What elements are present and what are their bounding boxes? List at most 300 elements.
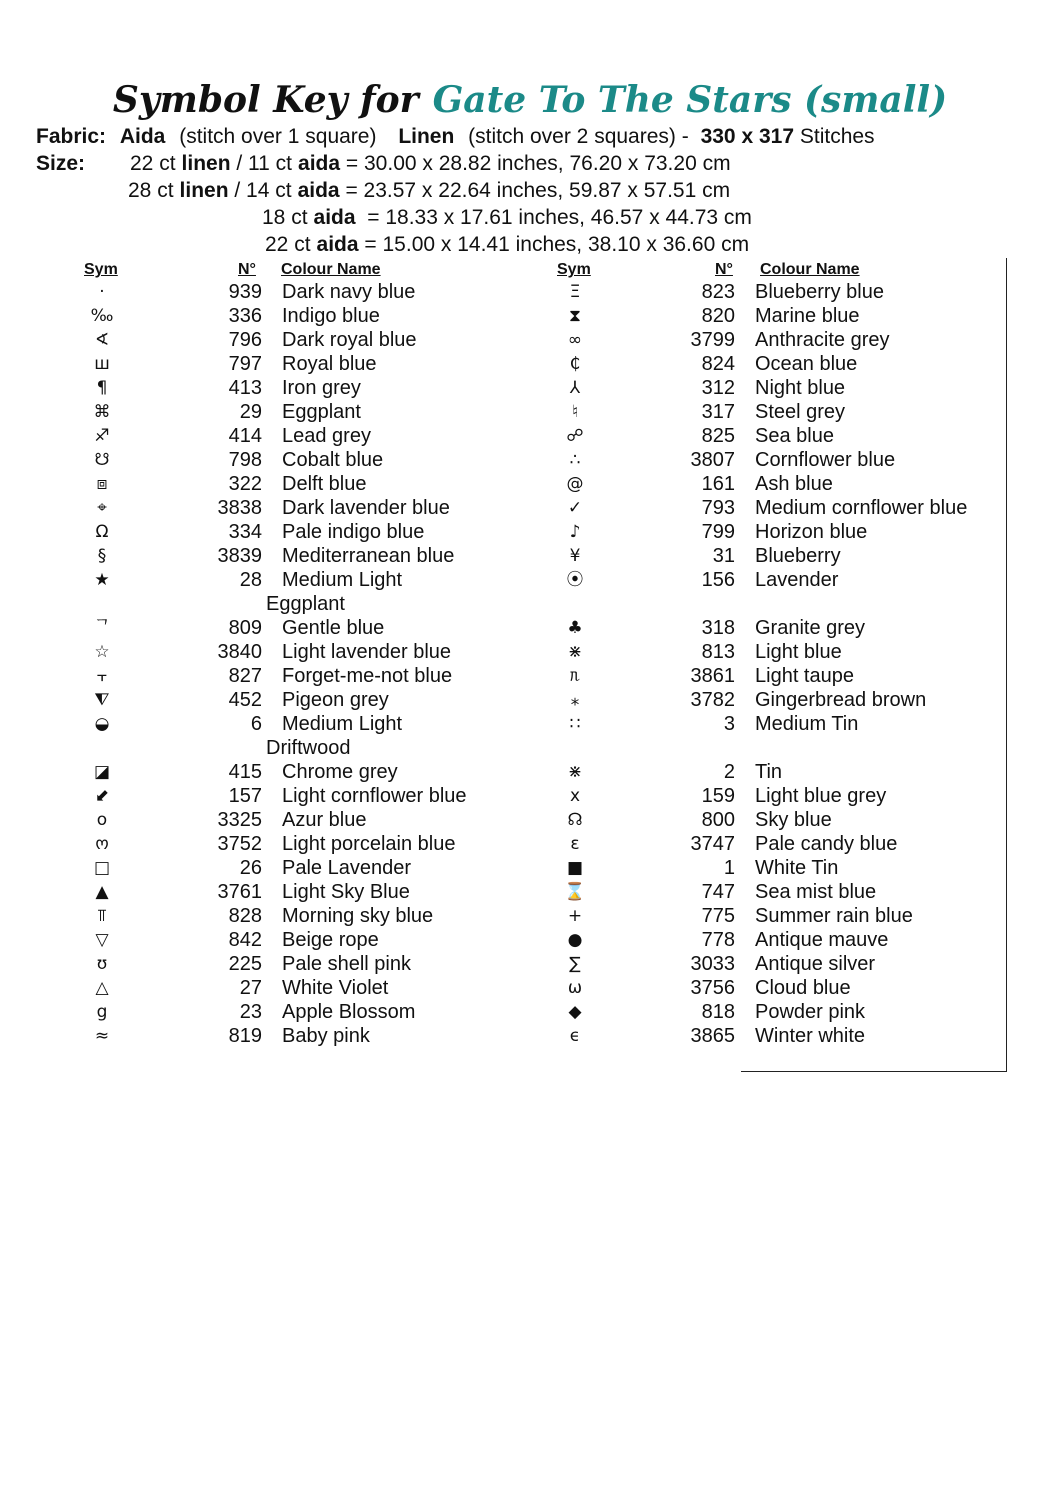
- left-header-name: Colour Name: [281, 261, 381, 278]
- colour-name-text: Medium cornflower blue: [755, 497, 968, 519]
- table-row: [82, 400, 502, 424]
- table-row: [555, 424, 995, 448]
- table-row: [555, 688, 995, 712]
- fabric-aida: Aida: [119, 125, 166, 148]
- left-color-table: [82, 280, 502, 1048]
- size-fabric: aida: [313, 206, 356, 229]
- colour-name: [755, 808, 832, 832]
- colour-name: [755, 688, 926, 712]
- thread-number: 798: [228, 449, 262, 471]
- table-row: [82, 904, 502, 928]
- size-ct: 22 ct: [265, 233, 311, 256]
- pattern-name: Gate To The Stars (small): [432, 79, 948, 121]
- colour-name-text: Lead grey: [282, 425, 371, 447]
- thread-number: 1: [723, 857, 735, 879]
- colour-name-text: Light lavender blue: [282, 641, 452, 663]
- colour-name: [282, 904, 433, 928]
- right-header-name: Colour Name: [760, 261, 860, 278]
- table-row: [555, 352, 995, 376]
- table-row: [555, 448, 995, 472]
- table-row: [555, 376, 995, 400]
- colour-name-text: Gingerbread brown: [755, 689, 927, 711]
- size-line: [265, 232, 749, 258]
- colour-name: [755, 496, 967, 520]
- symbol-glyph: ♣: [567, 618, 583, 638]
- thread-number: 28: [239, 569, 262, 591]
- table-row: [82, 520, 502, 544]
- colour-name: [755, 280, 884, 304]
- colour-name: [282, 880, 410, 904]
- table-row: [82, 448, 502, 472]
- symbol-glyph: ●: [567, 930, 583, 950]
- thread-number: 334: [228, 521, 262, 543]
- table-row: [555, 304, 995, 328]
- symbol-glyph: ☋: [94, 450, 110, 470]
- colour-name: [755, 952, 875, 976]
- thread-number: 156: [701, 569, 735, 591]
- table-row: [82, 880, 502, 904]
- table-row: [82, 280, 502, 304]
- size-line: [130, 151, 731, 177]
- table-row: [555, 928, 995, 952]
- colour-name-text: Lavender: [755, 569, 839, 591]
- colour-name-text: Powder pink: [755, 1001, 866, 1023]
- thread-number: 796: [228, 329, 262, 351]
- table-row: [555, 880, 995, 904]
- size-ct: 22 ct: [130, 152, 176, 175]
- size-dimensions: = 23.57 x 22.64 inches, 59.87 x 57.51 cm: [339, 179, 731, 202]
- thread-number: 322: [228, 473, 262, 495]
- thread-number: 824: [701, 353, 735, 375]
- thread-number: 3807: [690, 449, 735, 471]
- colour-name: [282, 856, 411, 880]
- size-ct: 18 ct: [262, 206, 308, 229]
- colour-name: [266, 568, 452, 616]
- table-row: [82, 328, 502, 352]
- colour-name-text: Morning sky blue: [282, 905, 434, 927]
- size-line: [128, 178, 730, 204]
- symbol-glyph: ≈: [94, 1026, 110, 1046]
- symbol-glyph: ☆: [94, 642, 110, 662]
- colour-name: [755, 352, 857, 376]
- size-ct-2: / 11 ct: [230, 152, 293, 175]
- symbol-glyph: ▽: [95, 930, 109, 950]
- fabric-label: Fabric:: [36, 125, 107, 148]
- size-label: Size:: [36, 152, 86, 175]
- table-row: [555, 760, 995, 784]
- thread-number: 3865: [690, 1025, 735, 1047]
- thread-number: 3747: [690, 833, 735, 855]
- table-row: [82, 664, 502, 688]
- thread-number: 31: [712, 545, 735, 567]
- stitch-count: 330 x 317: [700, 125, 795, 148]
- table-row: [555, 664, 995, 688]
- thread-number: 3325: [217, 809, 262, 831]
- symbol-glyph: ·: [99, 282, 105, 302]
- colour-name-text: Pigeon grey: [282, 689, 389, 711]
- thread-number: 318: [701, 617, 735, 639]
- size-fabric: aida: [316, 233, 359, 256]
- thread-number: 414: [228, 425, 262, 447]
- colour-name-text: Dark royal blue: [282, 329, 417, 351]
- symbol-glyph: ∑: [569, 954, 581, 974]
- colour-name-text: Apple Blossom: [282, 1001, 416, 1023]
- colour-name-text: Cornflower blue: [755, 449, 896, 471]
- colour-name: [755, 376, 845, 400]
- symbol-glyph: ε: [570, 834, 580, 854]
- colour-name-text: Cloud blue: [755, 977, 851, 999]
- table-border-bottom: [741, 1071, 1007, 1072]
- thread-number: 6: [250, 713, 262, 735]
- colour-name: [755, 448, 895, 472]
- table-row: [82, 616, 502, 640]
- colour-name-text: Sea mist blue: [755, 881, 877, 903]
- colour-name: [755, 640, 842, 664]
- size-line: [262, 205, 752, 231]
- colour-name-text: Royal blue: [282, 353, 377, 375]
- thread-number: 2: [723, 761, 735, 783]
- colour-name: [755, 856, 838, 880]
- symbol-glyph: ⋇: [567, 762, 583, 782]
- symbol-glyph: ★: [94, 570, 110, 590]
- thread-number: 3799: [690, 329, 735, 351]
- thread-number: 3033: [690, 953, 735, 975]
- symbol-glyph: ⫟: [96, 666, 108, 686]
- colour-name-text: Medium Tin: [755, 713, 859, 735]
- table-row: [555, 280, 995, 304]
- symbol-glyph: g: [96, 1002, 108, 1022]
- colour-name-text: Night blue: [755, 377, 846, 399]
- symbol-glyph: ω: [567, 978, 583, 998]
- thread-number: 26: [239, 857, 262, 879]
- colour-name: [755, 1024, 865, 1048]
- thread-number: 157: [228, 785, 262, 807]
- colour-name-text: Light porcelain blue: [282, 833, 456, 855]
- colour-name-text: Light blue grey: [755, 785, 887, 807]
- colour-name: [282, 472, 367, 496]
- symbol-glyph: ✓: [567, 498, 583, 518]
- colour-name-text: Summer rain blue: [755, 905, 913, 927]
- colour-name: [755, 784, 886, 808]
- size-dimensions: = 18.33 x 17.61 inches, 46.57 x 44.73 cm: [355, 206, 752, 229]
- thread-number: 161: [701, 473, 735, 495]
- colour-name: [282, 664, 452, 688]
- colour-name: [755, 568, 925, 592]
- colour-name: [755, 976, 851, 1000]
- table-row: [555, 976, 995, 1000]
- thread-number: 3761: [217, 881, 262, 903]
- thread-number: 809: [228, 617, 262, 639]
- thread-number: 3: [723, 713, 735, 735]
- colour-name: [282, 640, 451, 664]
- thread-number: 778: [701, 929, 735, 951]
- table-row: [555, 712, 995, 760]
- size-ct-2: / 14 ct: [228, 179, 292, 202]
- thread-number: 823: [701, 281, 735, 303]
- symbol-glyph: ◪: [93, 762, 111, 782]
- symbol-glyph: ⦿: [566, 570, 584, 590]
- thread-number: 818: [701, 1001, 735, 1023]
- symbol-glyph: ⌖: [97, 498, 107, 518]
- symbol-glyph: ϵ: [569, 1026, 581, 1046]
- table-row: [555, 808, 995, 832]
- thread-number: 939: [228, 281, 262, 303]
- thread-number: 827: [228, 665, 262, 687]
- thread-number: 3756: [690, 977, 735, 999]
- colour-name-text: Sea blue: [755, 425, 834, 447]
- symbol-glyph: ⅄: [569, 378, 581, 398]
- size-fabric: linen: [179, 179, 229, 202]
- colour-name-text: Light cornflower blue: [282, 785, 467, 807]
- symbol-glyph: Ξ: [569, 282, 581, 302]
- colour-name-text: Anthracite grey: [755, 329, 890, 351]
- colour-name-text: Chrome grey: [282, 761, 398, 783]
- symbol-glyph: ♪: [569, 522, 581, 542]
- thread-number: 23: [239, 1001, 262, 1023]
- size-fabric: linen: [181, 152, 231, 175]
- table-row: [555, 520, 995, 544]
- colour-name-text: Pale indigo blue: [282, 521, 425, 543]
- colour-name: [755, 832, 897, 856]
- colour-name-text: Antique mauve: [755, 929, 889, 951]
- colour-name: [282, 1024, 370, 1048]
- thread-number: 819: [228, 1025, 262, 1047]
- symbol-glyph: ⁎: [570, 690, 580, 710]
- symbol-glyph: ♮: [571, 402, 579, 422]
- table-row: [82, 544, 502, 568]
- colour-name: [755, 304, 860, 328]
- table-row: [555, 496, 995, 520]
- colour-name-text: Ash blue: [755, 473, 833, 495]
- colour-name: [755, 928, 888, 952]
- symbol-glyph: ¥: [569, 546, 581, 566]
- colour-name-text: Winter white: [755, 1025, 866, 1047]
- thread-number: 27: [239, 977, 262, 999]
- table-row: [555, 784, 995, 808]
- table-row: [555, 832, 995, 856]
- colour-name: [755, 424, 834, 448]
- table-row: [555, 472, 995, 496]
- size-label-line: [36, 151, 85, 177]
- table-row: [82, 760, 502, 784]
- table-row: [555, 640, 995, 664]
- colour-name-text: Steel grey: [755, 401, 846, 423]
- page-title: [0, 78, 1060, 122]
- table-row: [82, 352, 502, 376]
- symbol-glyph: ∞: [567, 330, 583, 350]
- table-row: [82, 424, 502, 448]
- symbol-glyph: o: [96, 810, 108, 830]
- symbol-glyph: ☍: [566, 426, 584, 446]
- colour-name-text: Medium Light: [282, 569, 403, 591]
- symbol-glyph: @: [566, 474, 584, 494]
- stitch-word: Stitches: [799, 125, 875, 148]
- table-row: [82, 856, 502, 880]
- size-dimensions: = 30.00 x 28.82 inches, 76.20 x 73.20 cm: [340, 152, 731, 175]
- colour-name-text: Baby pink: [282, 1025, 370, 1047]
- symbol-glyph: ∢: [94, 330, 110, 350]
- colour-name-text: Azur blue: [282, 809, 367, 831]
- title-prefix: Symbol Key for: [112, 79, 419, 121]
- table-row: [555, 1000, 995, 1024]
- colour-name: [282, 808, 367, 832]
- left-header-num: N°: [238, 261, 256, 278]
- symbol-glyph: ш: [94, 354, 110, 374]
- colour-name-text: Forget-me-not blue: [282, 665, 453, 687]
- colour-name-text: Eggplant: [282, 401, 361, 423]
- thread-number: 413: [228, 377, 262, 399]
- table-row: [82, 472, 502, 496]
- thread-number: 312: [701, 377, 735, 399]
- colour-name: [282, 520, 424, 544]
- thread-number: 825: [701, 425, 735, 447]
- symbol-glyph: ⧨: [94, 690, 110, 710]
- colour-name: [282, 688, 389, 712]
- colour-name-text: Ocean blue: [755, 353, 858, 375]
- thread-number: 29: [239, 401, 262, 423]
- symbol-glyph: ⧈: [96, 474, 108, 494]
- thread-number: 3840: [217, 641, 262, 663]
- colour-name: [755, 712, 925, 736]
- colour-name-text: Blueberry: [755, 545, 841, 567]
- thread-number: 3838: [217, 497, 262, 519]
- thread-number: 317: [701, 401, 735, 423]
- colour-name-text: Dark navy blue: [282, 281, 416, 303]
- colour-name-text: Iron grey: [282, 377, 361, 399]
- thread-number: 775: [701, 905, 735, 927]
- symbol-glyph: ᥰ: [569, 666, 581, 686]
- thread-number: 225: [228, 953, 262, 975]
- table-row: [82, 376, 502, 400]
- symbol-glyph: ♐: [94, 426, 110, 446]
- symbol-glyph: ◆: [568, 1002, 582, 1022]
- table-border-right: [1006, 258, 1007, 1072]
- colour-name: [282, 832, 455, 856]
- symbol-glyph: ⬋: [94, 786, 110, 806]
- symbol-glyph: ☊: [567, 810, 583, 830]
- table-row: [82, 1000, 502, 1024]
- thread-number: 3839: [217, 545, 262, 567]
- table-row: [82, 640, 502, 664]
- colour-name: [755, 760, 782, 784]
- colour-name: [282, 448, 383, 472]
- thread-number: 159: [701, 785, 735, 807]
- symbol-glyph: §: [97, 546, 107, 566]
- size-ct: 28 ct: [128, 179, 174, 202]
- colour-name-text: Dark lavender blue: [282, 497, 450, 519]
- colour-name-cont: Eggplant: [266, 593, 345, 615]
- symbol-glyph: ■: [566, 858, 584, 878]
- colour-name-text: Granite grey: [755, 617, 866, 639]
- size-fabric-2: aida: [298, 152, 341, 175]
- symbol-glyph: ⋇: [567, 642, 583, 662]
- table-row: [555, 904, 995, 928]
- colour-name: [282, 616, 384, 640]
- thread-number: 415: [228, 761, 262, 783]
- colour-name-text: Marine blue: [755, 305, 860, 327]
- colour-name: [755, 520, 867, 544]
- thread-number: 336: [228, 305, 262, 327]
- symbol-glyph: x: [569, 786, 581, 806]
- table-row: [82, 952, 502, 976]
- colour-name: [282, 784, 467, 808]
- symbol-glyph: △: [95, 978, 109, 998]
- symbol-glyph: ▲: [95, 882, 109, 902]
- colour-name-text: White Tin: [755, 857, 839, 879]
- symbol-glyph: ₵: [569, 354, 581, 374]
- colour-name-text: Light taupe: [755, 665, 854, 687]
- colour-name: [755, 664, 854, 688]
- table-row: [82, 832, 502, 856]
- colour-name: [282, 544, 454, 568]
- colour-name-text: White Violet: [282, 977, 389, 999]
- table-row: [82, 712, 502, 760]
- colour-name-text: Delft blue: [282, 473, 367, 495]
- symbol-glyph: ∴: [569, 450, 581, 470]
- colour-name: [282, 976, 388, 1000]
- size-fabric-2: aida: [297, 179, 340, 202]
- symbol-glyph: ‰: [90, 306, 114, 326]
- thread-number: 3861: [690, 665, 735, 687]
- table-row: [82, 1024, 502, 1048]
- thread-number: 813: [701, 641, 735, 663]
- colour-name: [755, 616, 865, 640]
- colour-name-cont: Driftwood: [266, 737, 351, 759]
- colour-name-text: Indigo blue: [282, 305, 380, 327]
- colour-name: [282, 760, 398, 784]
- colour-name-text: Medium Light: [282, 713, 403, 735]
- colour-name-text: Pale shell pink: [282, 953, 411, 975]
- colour-name: [282, 928, 379, 952]
- colour-name-text: Sky blue: [755, 809, 832, 831]
- table-row: [555, 616, 995, 640]
- fabric-linen-note: (stitch over 2 squares) -: [468, 125, 689, 148]
- thread-number: 799: [701, 521, 735, 543]
- colour-name-text: Gentle blue: [282, 617, 385, 639]
- table-row: [555, 856, 995, 880]
- colour-name: [282, 496, 450, 520]
- colour-name: [755, 328, 890, 352]
- symbol-glyph: Ω: [95, 522, 109, 542]
- colour-name: [282, 352, 377, 376]
- table-row: [82, 304, 502, 328]
- colour-name-text: Mediterranean blue: [282, 545, 455, 567]
- table-row: [82, 784, 502, 808]
- thread-number: 800: [701, 809, 735, 831]
- table-row: [555, 544, 995, 568]
- thread-number: 793: [701, 497, 735, 519]
- colour-name: [266, 712, 452, 760]
- colour-name-text: Blueberry blue: [755, 281, 884, 303]
- size-dimensions: = 15.00 x 14.41 inches, 38.10 x 36.60 cm: [358, 233, 750, 256]
- colour-name: [755, 544, 841, 568]
- symbol-glyph: ⌛: [564, 882, 586, 902]
- fabric-aida-note: (stitch over 1 square): [179, 125, 377, 148]
- colour-name-text: Beige rope: [282, 929, 379, 951]
- colour-name: [755, 904, 913, 928]
- table-row: [82, 568, 502, 616]
- colour-name: [755, 472, 833, 496]
- left-header-sym: Sym: [84, 261, 118, 278]
- table-row: [82, 976, 502, 1000]
- table-row: [555, 568, 995, 616]
- thread-number: 828: [228, 905, 262, 927]
- table-row: [555, 400, 995, 424]
- colour-name-text: Light blue: [755, 641, 842, 663]
- table-row: [82, 928, 502, 952]
- colour-name-text: Antique silver: [755, 953, 876, 975]
- colour-name: [282, 376, 361, 400]
